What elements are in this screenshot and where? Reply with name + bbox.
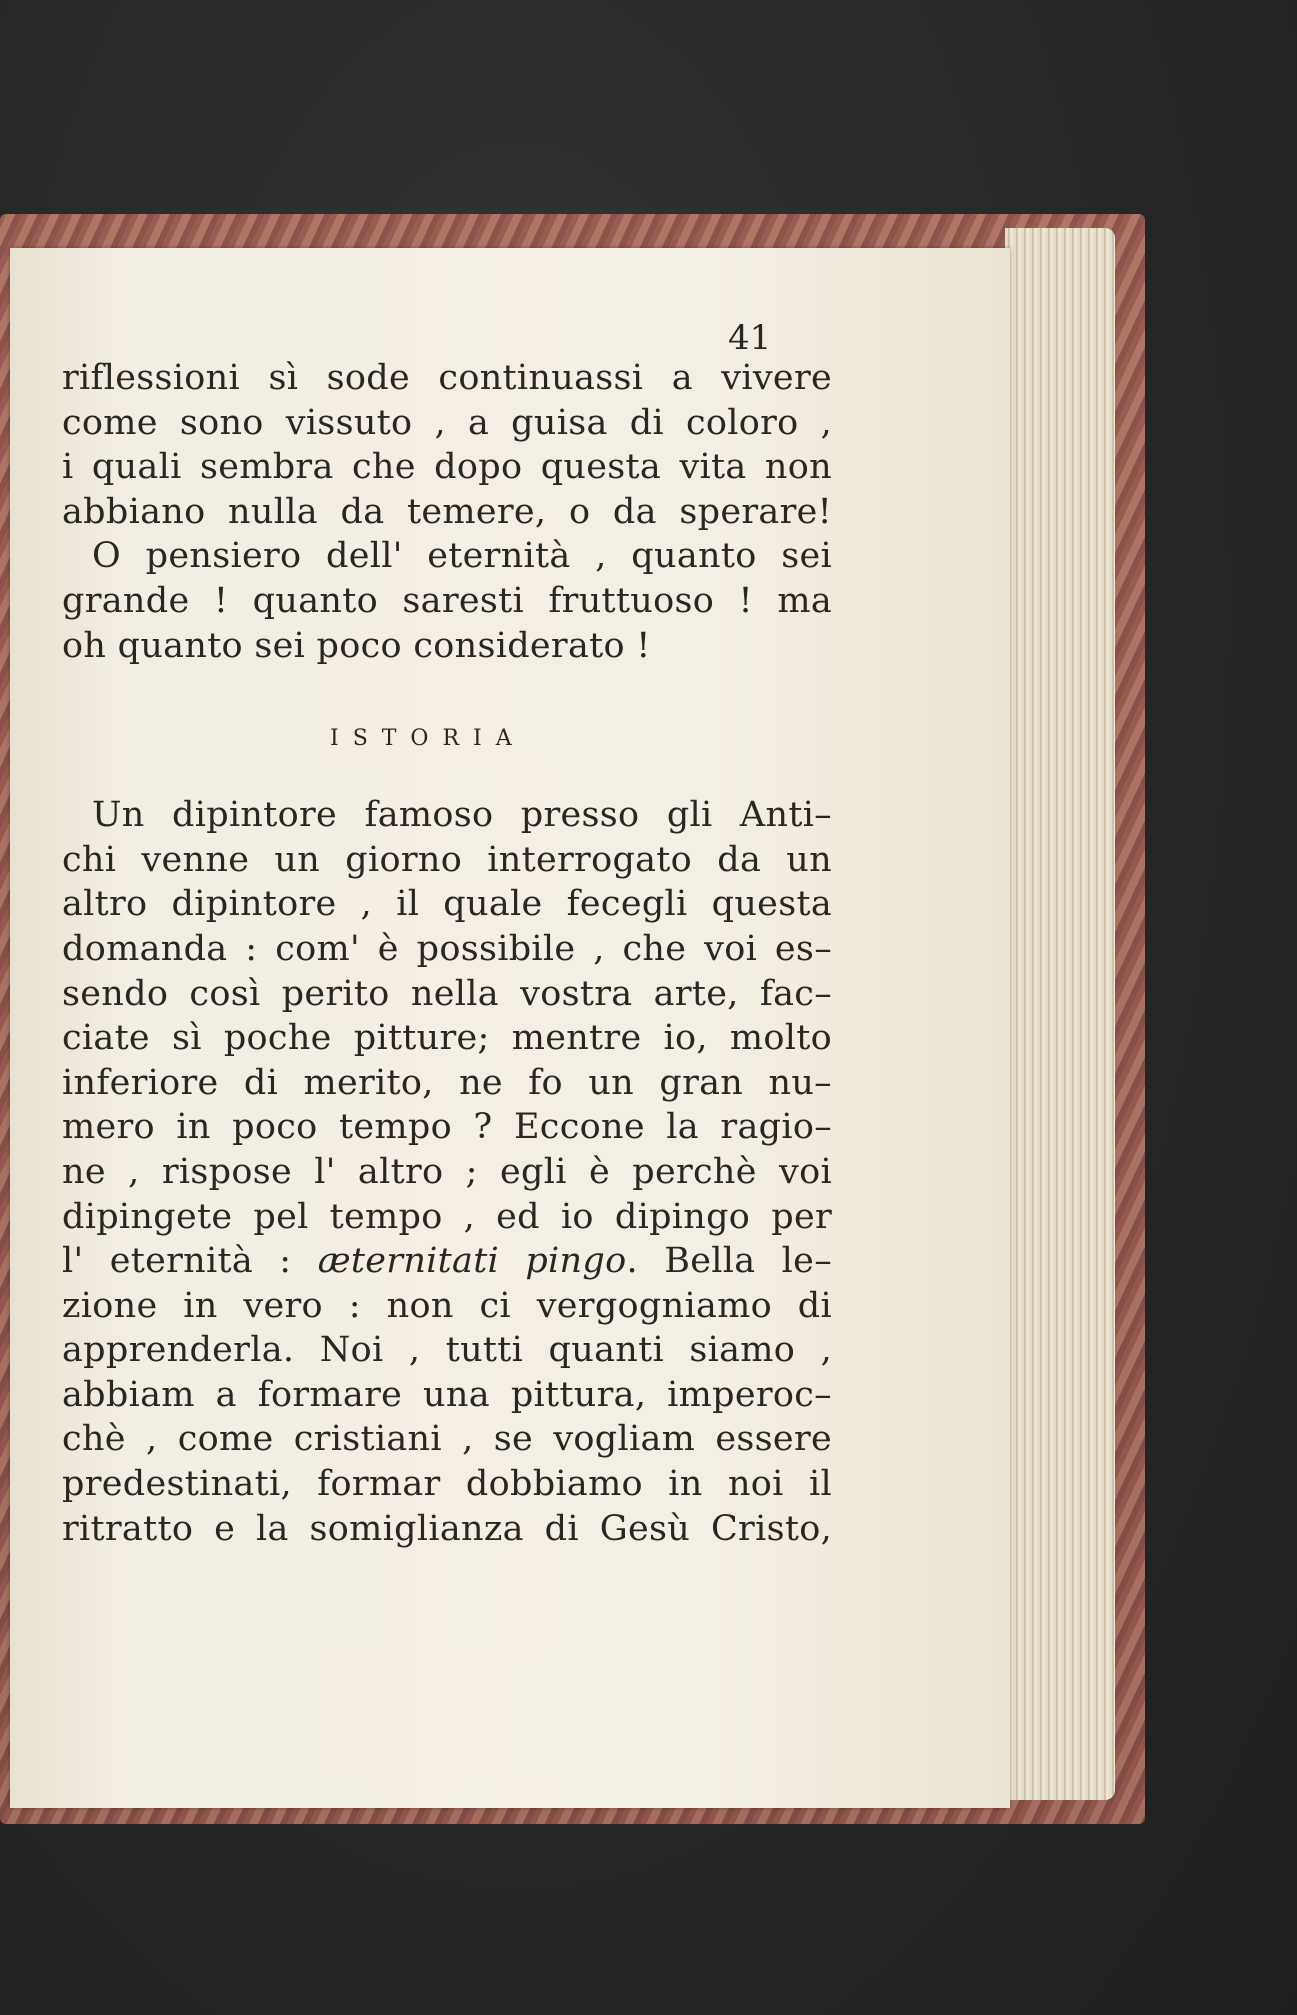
text-line: ritratto e la somiglianza di Gesù Cristo, xyxy=(62,1508,832,1549)
paragraph-2 xyxy=(62,534,832,668)
text-line: predestinati, formar dobbiamo in noi il xyxy=(62,1464,832,1505)
text-line: Un dipintore famoso presso gli Anti– xyxy=(92,795,832,836)
text-line: mero in poco tempo ? Eccone la ragio– xyxy=(62,1107,832,1148)
text-line: zione in vero : non ci vergogniamo di xyxy=(62,1285,832,1326)
text-before-latin: l' eternità : xyxy=(62,1241,292,1282)
paragraph-1 xyxy=(62,356,832,534)
text-line: chè , come cristiani , se vogliam essere xyxy=(62,1419,832,1460)
text-line: i quali sembra che dopo questa vita non xyxy=(62,447,832,488)
paragraph-3 xyxy=(62,793,832,1239)
text-line: apprenderla. Noi , tutti quanti siamo , xyxy=(62,1330,832,1371)
text-line: domanda : com' è possibile , che voi es– xyxy=(62,928,832,969)
text-line: ciate sì poche pitture; mentre io, molto xyxy=(62,1018,832,1059)
paragraph-3-continued xyxy=(62,1284,832,1552)
text-line: ne , rispose l' altro ; egli è perchè voi xyxy=(62,1151,832,1192)
latin-phrase: æternitati pingo xyxy=(317,1241,627,1282)
text-line: abbiano nulla da temere, o da sperare! xyxy=(62,491,832,532)
text-line: sendo così perito nella vostra arte, fac– xyxy=(62,973,832,1014)
text-line: grande ! quanto saresti fruttuoso ! ma xyxy=(62,580,832,621)
page-edges xyxy=(1005,228,1115,1800)
text-line: abbiam a formare una pittura, imperoc– xyxy=(62,1374,832,1415)
text-line: oh quanto sei poco considerato ! xyxy=(62,625,651,666)
text-line: altro dipintore , il quale fecegli questa xyxy=(62,884,832,925)
text-line: O pensiero dell' eternità , quanto sei xyxy=(92,536,832,577)
section-title: ISTORIA xyxy=(330,726,526,752)
text-after-latin: . Bella le– xyxy=(626,1241,832,1282)
book-page xyxy=(10,248,1010,1808)
page-number: 41 xyxy=(728,318,772,358)
text-line-latin xyxy=(62,1239,832,1284)
text-line: come sono vissuto , a guisa di coloro , xyxy=(62,402,832,443)
text-line: riflessioni sì sode continuassi a vivere xyxy=(62,358,832,398)
text-line: inferiore di merito, ne fo un gran nu– xyxy=(62,1062,832,1103)
text-line: chi venne un giorno interrogato da un xyxy=(62,839,832,880)
page-text xyxy=(62,356,832,1551)
text-line: dipingete pel tempo , ed io dipingo per xyxy=(62,1196,832,1237)
